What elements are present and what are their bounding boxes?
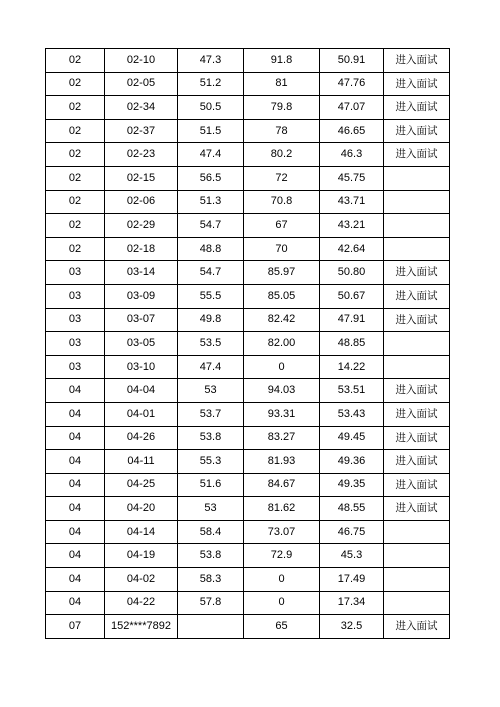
note-cell	[384, 355, 450, 379]
table-row	[46, 166, 450, 190]
score1-cell: 58.3	[178, 568, 244, 592]
code-cell: 04-19	[105, 544, 178, 568]
score2-cell: 94.03	[244, 379, 320, 403]
table-row	[46, 402, 450, 426]
score2-cell: 73.07	[244, 520, 320, 544]
score1-cell: 51.5	[178, 119, 244, 143]
note-cell: 进入面试	[384, 450, 450, 474]
score2-cell: 93.31	[244, 402, 320, 426]
total-cell: 48.85	[320, 332, 384, 356]
group-cell: 04	[46, 591, 105, 615]
score1-cell: 53.7	[178, 402, 244, 426]
score1-cell: 50.5	[178, 96, 244, 120]
table-row	[46, 284, 450, 308]
code-cell: 02-06	[105, 190, 178, 214]
table-row	[46, 355, 450, 379]
group-cell: 02	[46, 190, 105, 214]
score2-cell: 72.9	[244, 544, 320, 568]
group-cell: 04	[46, 379, 105, 403]
score1-cell: 53.5	[178, 332, 244, 356]
total-cell: 43.71	[320, 190, 384, 214]
code-cell: 03-05	[105, 332, 178, 356]
table-row	[46, 520, 450, 544]
table-row	[46, 49, 450, 73]
score1-cell: 47.3	[178, 49, 244, 73]
group-cell: 03	[46, 308, 105, 332]
note-cell: 进入面试	[384, 284, 450, 308]
total-cell: 47.07	[320, 96, 384, 120]
group-cell: 02	[46, 49, 105, 73]
table-row	[46, 426, 450, 450]
table-row	[46, 450, 450, 474]
score2-cell: 81.62	[244, 497, 320, 521]
score1-cell: 49.8	[178, 308, 244, 332]
score1-cell: 54.7	[178, 261, 244, 285]
note-cell: 进入面试	[384, 426, 450, 450]
note-cell: 进入面试	[384, 72, 450, 96]
results-table	[45, 48, 450, 639]
total-cell: 43.21	[320, 214, 384, 238]
total-cell: 47.91	[320, 308, 384, 332]
note-cell	[384, 591, 450, 615]
group-cell: 04	[46, 497, 105, 521]
score1-cell: 53.8	[178, 544, 244, 568]
total-cell: 46.65	[320, 119, 384, 143]
code-cell: 04-04	[105, 379, 178, 403]
code-cell: 04-26	[105, 426, 178, 450]
score2-cell: 0	[244, 568, 320, 592]
total-cell: 46.3	[320, 143, 384, 167]
note-cell	[384, 568, 450, 592]
table-row	[46, 237, 450, 261]
code-cell: 04-22	[105, 591, 178, 615]
score1-cell: 51.3	[178, 190, 244, 214]
group-cell: 03	[46, 355, 105, 379]
score2-cell: 81	[244, 72, 320, 96]
score1-cell: 56.5	[178, 166, 244, 190]
code-cell: 03-10	[105, 355, 178, 379]
group-cell: 02	[46, 214, 105, 238]
group-cell: 02	[46, 237, 105, 261]
score1-cell: 53	[178, 379, 244, 403]
total-cell: 50.80	[320, 261, 384, 285]
group-cell: 03	[46, 284, 105, 308]
total-cell: 17.49	[320, 568, 384, 592]
score1-cell: 48.8	[178, 237, 244, 261]
table-row	[46, 473, 450, 497]
code-cell: 02-05	[105, 72, 178, 96]
code-cell: 02-37	[105, 119, 178, 143]
total-cell: 50.67	[320, 284, 384, 308]
score2-cell: 91.8	[244, 49, 320, 73]
note-cell: 进入面试	[384, 473, 450, 497]
group-cell: 04	[46, 450, 105, 474]
table-row	[46, 190, 450, 214]
table-row	[46, 261, 450, 285]
score2-cell: 82.00	[244, 332, 320, 356]
total-cell: 45.75	[320, 166, 384, 190]
note-cell: 进入面试	[384, 379, 450, 403]
table-row	[46, 544, 450, 568]
table-row	[46, 379, 450, 403]
note-cell	[384, 520, 450, 544]
score1-cell: 58.4	[178, 520, 244, 544]
total-cell: 46.75	[320, 520, 384, 544]
code-cell: 152****7892	[105, 615, 178, 639]
group-cell: 02	[46, 166, 105, 190]
total-cell: 49.45	[320, 426, 384, 450]
code-cell: 04-25	[105, 473, 178, 497]
total-cell: 50.91	[320, 49, 384, 73]
score2-cell: 67	[244, 214, 320, 238]
note-cell: 进入面试	[384, 261, 450, 285]
total-cell: 53.51	[320, 379, 384, 403]
code-cell: 02-23	[105, 143, 178, 167]
score2-cell: 70.8	[244, 190, 320, 214]
table-row	[46, 568, 450, 592]
note-cell: 进入面试	[384, 402, 450, 426]
group-cell: 04	[46, 473, 105, 497]
code-cell: 03-14	[105, 261, 178, 285]
score2-cell: 83.27	[244, 426, 320, 450]
total-cell: 14.22	[320, 355, 384, 379]
score2-cell: 80.2	[244, 143, 320, 167]
group-cell: 02	[46, 119, 105, 143]
table-row	[46, 214, 450, 238]
score2-cell: 82.42	[244, 308, 320, 332]
group-cell: 04	[46, 520, 105, 544]
score2-cell: 85.05	[244, 284, 320, 308]
table-row	[46, 72, 450, 96]
note-cell	[384, 332, 450, 356]
code-cell: 02-10	[105, 49, 178, 73]
code-cell: 04-20	[105, 497, 178, 521]
code-cell: 03-07	[105, 308, 178, 332]
total-cell: 49.36	[320, 450, 384, 474]
score2-cell: 0	[244, 591, 320, 615]
score1-cell: 51.6	[178, 473, 244, 497]
table-row	[46, 615, 450, 639]
group-cell: 07	[46, 615, 105, 639]
code-cell: 02-29	[105, 214, 178, 238]
score1-cell: 55.3	[178, 450, 244, 474]
score1-cell: 54.7	[178, 214, 244, 238]
score1-cell: 51.2	[178, 72, 244, 96]
note-cell: 进入面试	[384, 119, 450, 143]
table-row	[46, 143, 450, 167]
total-cell: 48.55	[320, 497, 384, 521]
table-row	[46, 119, 450, 143]
score1-cell: 53	[178, 497, 244, 521]
group-cell: 04	[46, 544, 105, 568]
total-cell: 42.64	[320, 237, 384, 261]
score2-cell: 0	[244, 355, 320, 379]
note-cell	[384, 237, 450, 261]
score1-cell: 53.8	[178, 426, 244, 450]
code-cell: 04-14	[105, 520, 178, 544]
score2-cell: 70	[244, 237, 320, 261]
note-cell: 进入面试	[384, 96, 450, 120]
score1-cell: 47.4	[178, 355, 244, 379]
score2-cell: 81.93	[244, 450, 320, 474]
note-cell	[384, 166, 450, 190]
total-cell: 32.5	[320, 615, 384, 639]
code-cell: 04-02	[105, 568, 178, 592]
group-cell: 04	[46, 426, 105, 450]
note-cell: 进入面试	[384, 497, 450, 521]
score2-cell: 72	[244, 166, 320, 190]
code-cell: 04-11	[105, 450, 178, 474]
note-cell: 进入面试	[384, 143, 450, 167]
note-cell: 进入面试	[384, 308, 450, 332]
total-cell: 53.43	[320, 402, 384, 426]
group-cell: 04	[46, 402, 105, 426]
score2-cell: 78	[244, 119, 320, 143]
total-cell: 45.3	[320, 544, 384, 568]
table-row	[46, 497, 450, 521]
score1-cell: 47.4	[178, 143, 244, 167]
table-row	[46, 308, 450, 332]
total-cell: 49.35	[320, 473, 384, 497]
table-row	[46, 96, 450, 120]
group-cell: 02	[46, 96, 105, 120]
code-cell: 02-18	[105, 237, 178, 261]
table-row	[46, 591, 450, 615]
total-cell: 17.34	[320, 591, 384, 615]
score1-cell	[178, 615, 244, 639]
code-cell: 02-15	[105, 166, 178, 190]
score2-cell: 79.8	[244, 96, 320, 120]
code-cell: 03-09	[105, 284, 178, 308]
group-cell: 03	[46, 261, 105, 285]
note-cell: 进入面试	[384, 615, 450, 639]
score2-cell: 85.97	[244, 261, 320, 285]
results-table-body	[46, 49, 450, 639]
group-cell: 02	[46, 72, 105, 96]
score1-cell: 57.8	[178, 591, 244, 615]
group-cell: 04	[46, 568, 105, 592]
group-cell: 02	[46, 143, 105, 167]
table-row	[46, 332, 450, 356]
score1-cell: 55.5	[178, 284, 244, 308]
note-cell	[384, 190, 450, 214]
score2-cell: 65	[244, 615, 320, 639]
note-cell	[384, 544, 450, 568]
results-sheet	[45, 48, 450, 639]
score2-cell: 84.67	[244, 473, 320, 497]
total-cell: 47.76	[320, 72, 384, 96]
code-cell: 02-34	[105, 96, 178, 120]
note-cell: 进入面试	[384, 49, 450, 73]
group-cell: 03	[46, 332, 105, 356]
code-cell: 04-01	[105, 402, 178, 426]
note-cell	[384, 214, 450, 238]
